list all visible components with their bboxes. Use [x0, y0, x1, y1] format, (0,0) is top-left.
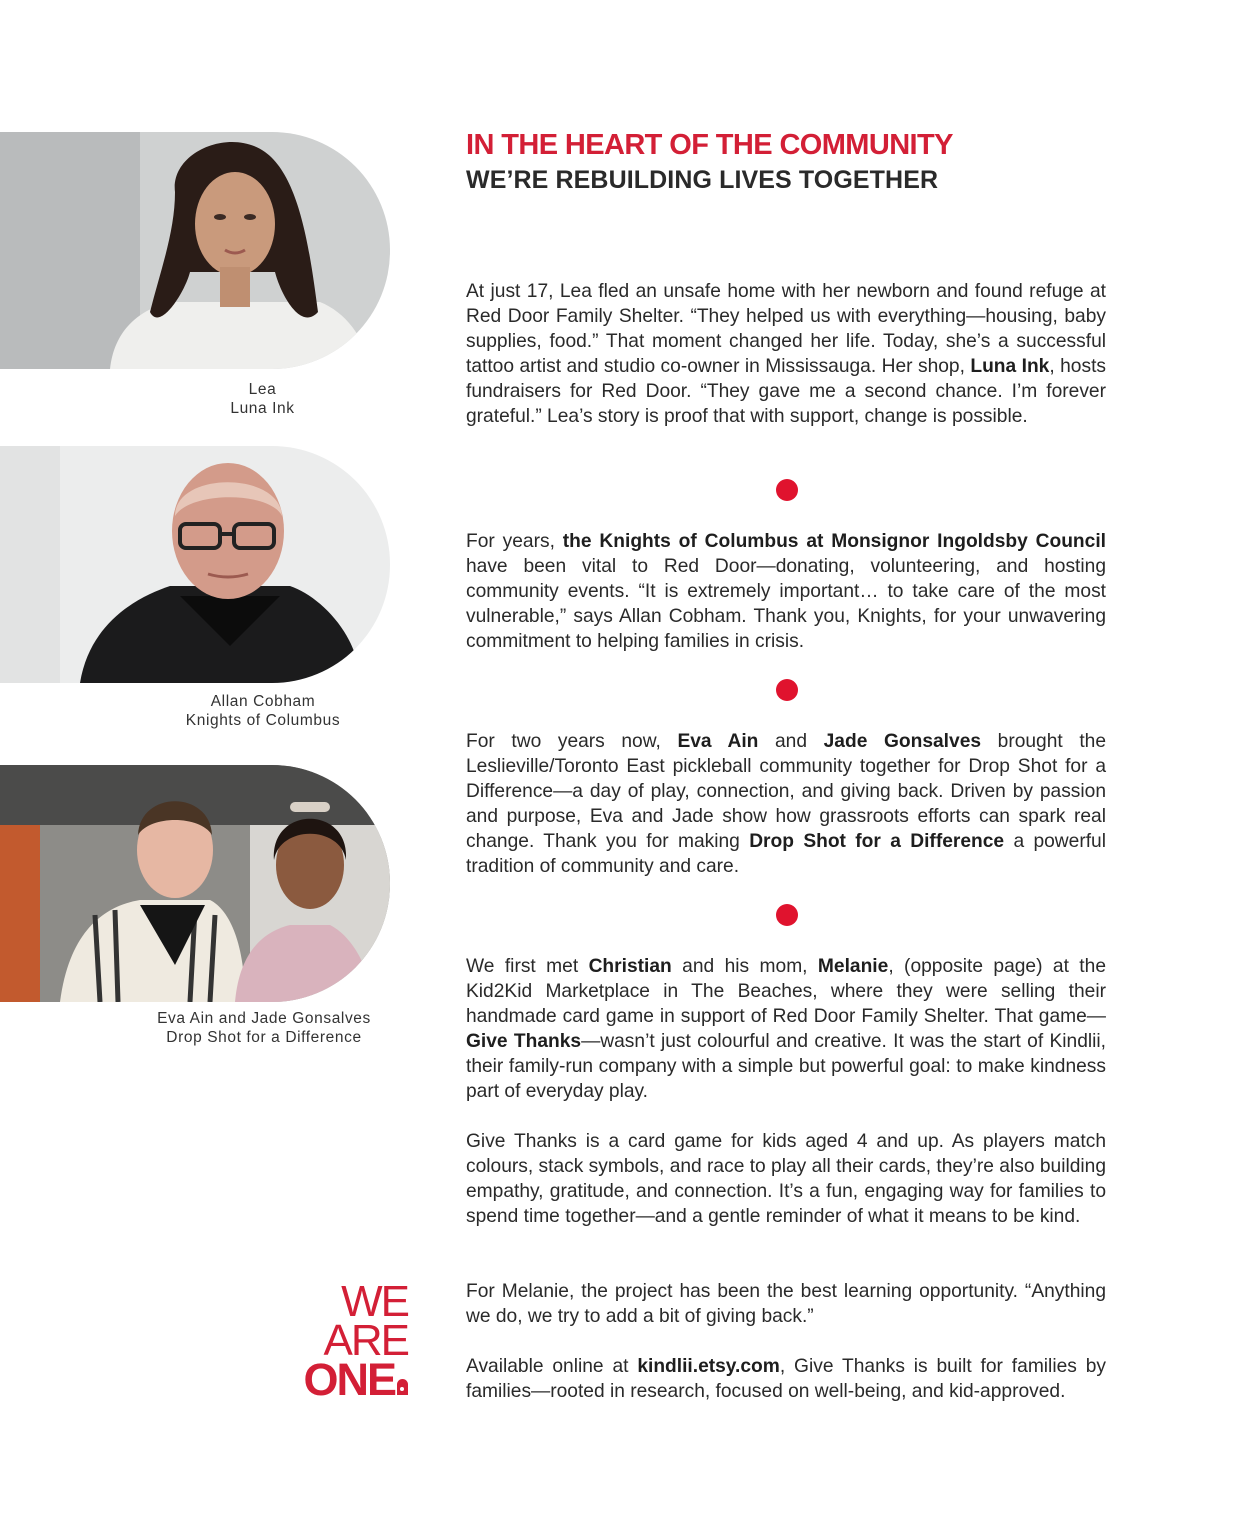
story-text: and: [758, 731, 824, 752]
story-kindlii: [466, 954, 1106, 1104]
page-title: IN THE HEART OF THE COMMUNITY: [466, 129, 953, 161]
story-text: brought the Leslieville/Toronto East pickleball community together for Drop Shot for a Difference—a day of play, connection, and giving back. Driven by passion and purpose, Eva and Jade show how grassroots efforts can spark real change. Thank you for making: [466, 731, 1107, 852]
story-bold-text: Give Thanks: [466, 1031, 582, 1052]
story-text: and his mom,: [671, 956, 818, 977]
photo-eva-and-jade: [0, 765, 390, 1002]
separator-dot: [776, 479, 798, 501]
caption-affiliation: Drop Shot for a Difference: [166, 1029, 362, 1046]
caption-affiliation: Luna Ink: [230, 400, 295, 417]
caption-name: Allan Cobham: [210, 693, 316, 710]
lea-portrait-image: [0, 132, 390, 369]
door-icon: [397, 1379, 408, 1395]
caption-eva-and-jade: [140, 1009, 388, 1047]
story-availability: [466, 1354, 1106, 1404]
story-bold-text: the Knights of Columbus at Monsignor Ingoldsby Council: [562, 531, 1106, 552]
caption-name: Lea: [248, 381, 277, 398]
story-bold-text: Christian: [588, 956, 672, 977]
logo-line-we: WE: [341, 1277, 408, 1326]
story-text: , Give Thanks is built for families by families—rooted in research, focused on well-being, and kid-approved.: [466, 1356, 1106, 1402]
story-knights-of-columbus: [466, 529, 1106, 654]
story-text: For two years now,: [466, 731, 678, 752]
story-lea: [466, 279, 1106, 429]
we-are-one-logo: [296, 1277, 408, 1405]
story-text: a powerful tradition of community and care.: [466, 831, 1106, 877]
story-bold-text: Luna Ink: [970, 356, 1050, 377]
story-text: Available online at: [466, 1356, 638, 1377]
story-text: , hosts fundraisers for Red Door. “They gave me a second chance. I’m forever grateful.” Lea’s story is proof that with support, change is possible.: [466, 356, 1106, 427]
photo-lea: [0, 132, 390, 369]
story-text: We first met: [466, 956, 589, 977]
logo-line-one: [296, 1354, 408, 1405]
story-text: For years,: [466, 531, 563, 552]
story-text: have been vital to Red Door—donating, volunteering, and hosting community events. “It is extremely important… to take care of the most vulnerable,” says Allan Cobham. Thank you, Knights, for your unwavering commitment to helping families in crisis.: [466, 556, 1106, 652]
logo-line-are: ARE: [323, 1316, 408, 1365]
logo-one-text: ONE: [303, 1354, 395, 1405]
story-melanie-quote: For Melanie, the project has been the best learning opportunity. “Anything we do, we try to add a bit of giving back.”: [466, 1281, 1106, 1327]
separator-dot: [776, 904, 798, 926]
caption-allan-cobham: [165, 692, 361, 730]
page-subtitle: WE’RE REBUILDING LIVES TOGETHER: [466, 166, 939, 194]
allan-portrait-image: [0, 446, 390, 683]
story-bold-text: Eva Ain: [677, 731, 759, 752]
story-bold-text: Drop Shot for a Difference: [749, 831, 1005, 852]
story-text: —wasn’t just colourful and creative. It was the start of Kindlii, their family-run company with a simple but powerful goal: to make kindness part of everyday play.: [466, 1031, 1107, 1102]
caption-lea: [200, 380, 325, 418]
story-text: , (opposite page) at the Kid2Kid Marketplace in The Beaches, where they were selling their handmade card game in support of Red Door Family Shelter. That game—: [466, 956, 1106, 1027]
story-drop-shot: [466, 729, 1106, 879]
story-bold-text: Melanie: [817, 956, 889, 977]
photo-allan-cobham: [0, 446, 390, 683]
story-bold-text: Jade Gonsalves: [823, 731, 982, 752]
caption-name: Eva Ain and Jade Gonsalves: [157, 1010, 371, 1027]
separator-dot: [776, 679, 798, 701]
story-text: At just 17, Lea fled an unsafe home with her newborn and found refuge at Red Door Family Shelter. “They helped us with everything—housing, baby supplies, food.” That moment changed her life. Today, she’s a successful tattoo artist and studio co-owner in Mississauga. Her shop,: [466, 281, 1106, 377]
etsy-link-text: kindlii.etsy.com: [637, 1356, 780, 1377]
story-give-thanks: Give Thanks is a card game for kids aged 4 and up. As players match colours, stack symbols, and race to play all their cards, they’re also building empathy, gratitude, and connection. It’s a fun, engaging way for families to spend time together—and a gentle reminder of what it means to be kind.: [466, 1131, 1106, 1227]
caption-affiliation: Knights of Columbus: [185, 712, 341, 729]
eva-jade-portrait-image: [0, 765, 390, 1002]
